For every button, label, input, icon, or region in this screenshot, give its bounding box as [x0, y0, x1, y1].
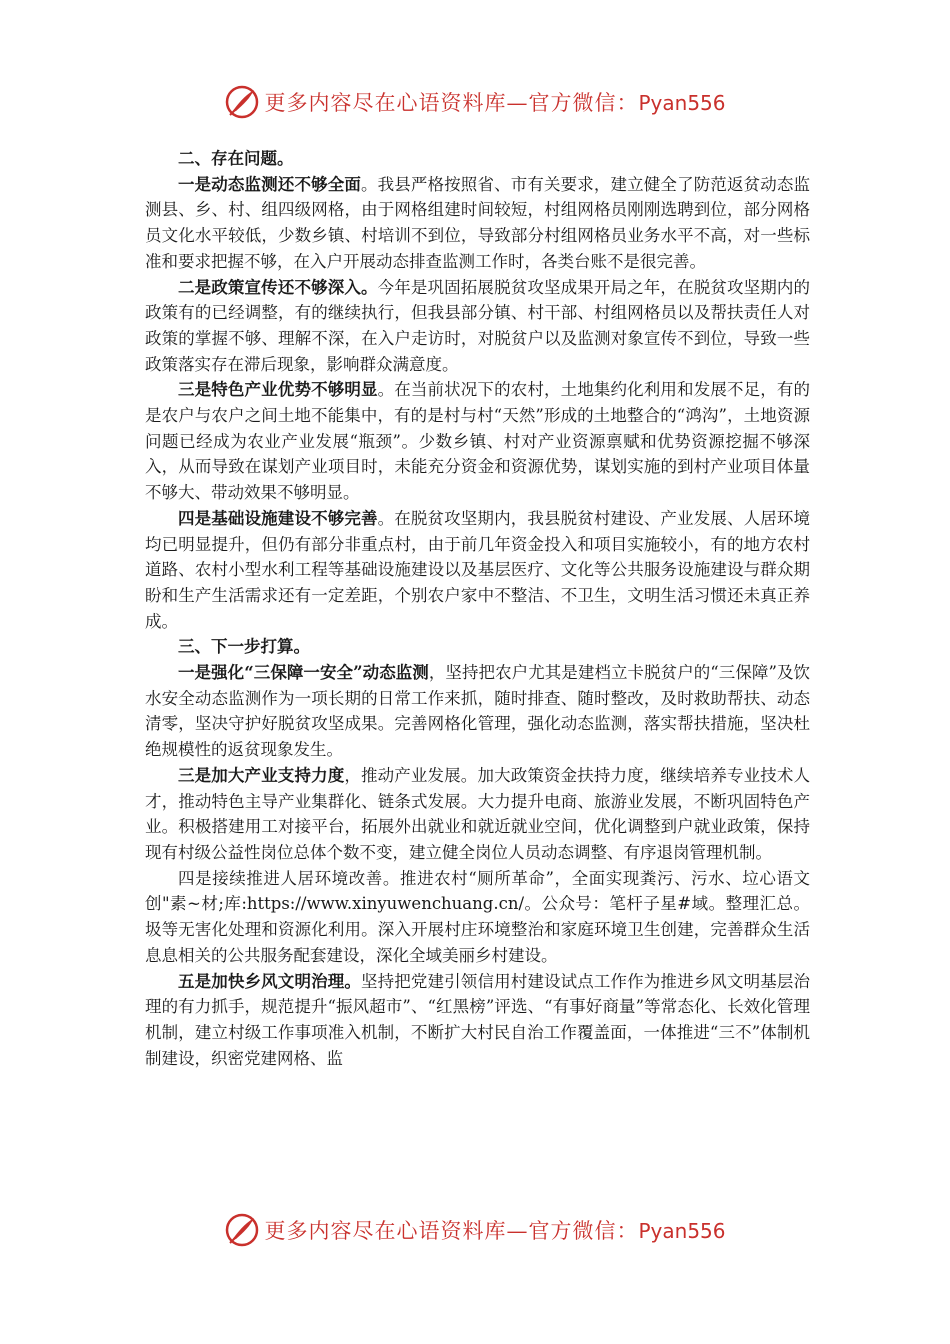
quill-seal-logo-icon	[224, 84, 260, 120]
watermark-text: 更多内容尽在心语资料库—官方微信：Pyan556	[264, 91, 726, 115]
quill-seal-logo-icon	[224, 1212, 260, 1248]
paragraph: 四是接续推进人居环境改善。推进农村“厕所革命”，全面实现粪污、污水、垃心语文创"素~材;库:https://www.xinyuwenchuang.cn/。公众号：笔杆子星#域。整理汇总。圾等无害化处理和资源化利用。深入开展村庄环境整治和家庭环境卫生创建，完善群众生活息息相关的公共服务配套建设，深化全域美丽乡村建设。	[145, 868, 810, 965]
paragraph: 三是特色产业优势不够明显。在当前状况下的农村，土地集约化利用和发展不足，有的是农户与农户之间土地不能集中，有的是村与村“天然”形成的土地整合的“鸿沟”，土地资源问题已经成为农业产业发展“瓶颈”。少数乡镇、村对产业资源禀赋和优势资源挖掘不够深入，从而导致在谋划产业项目时，未能充分资金和资源优势，谋划实施的到村产业项目体量不够大、带动效果不够明显。	[145, 380, 811, 503]
paragraph: 一是动态监测还不够全面。我县严格按照省、市有关要求，建立健全了防范返贫动态监测县、乡、村、组四级网格，由于网格组建时间较短，村组网格员刚刚选聘到位，部分网格员文化水平较低，少数乡镇、村培训不到位，导致部分村组网格员业务水平不高，对一些标准和要求把握不够，在入户开展动态排查监测工作时，各类台账不是很完善。	[145, 174, 811, 271]
paragraph: 四是基础设施建设不够完善。在脱贫攻坚期内，我县脱贫村建设、产业发展、人居环境均已明显提升，但仍有部分非重点村，由于前几年资金投入和项目实施较小，有的地方农村道路、农村小型水利工程等基础设施建设以及基层医疗、文化等公共服务设施建设与群众期盼和生产生活需求还有一定差距，个别农户家中不整洁、不卫生，文明生活习惯还未真正养成。	[145, 508, 811, 631]
section-heading-problems: 二、存在问题。	[178, 149, 294, 168]
paragraph: 二是政策宣传还不够深入。今年是巩固拓展脱贫攻坚成果开局之年，在脱贫攻坚期内的政策有的已经调整，有的继续执行，但我县部分镇、村干部、村组网格员以及帮扶责任人对政策的掌握不够、理解不深，在入户走访时，对脱贫户以及监测对象宣传不到位，导致一些政策落实存在滞后现象，影响群众满意度。	[145, 277, 811, 374]
header-watermark-banner	[0, 82, 950, 122]
paragraph: 三是加大产业支持力度，推动产业发展。加大政策资金扶持力度，继续培养专业技术人才，推动特色主导产业集群化、链条式发展。大力提升电商、旅游业发展，不断巩固特色产业。积极搭建用工对接平台，拓展外出就业和就近就业空间，优化调整到户就业政策，保持现有村级公益性岗位总体个数不变，建立健全岗位人员动态调整、有序退岗管理机制。	[145, 765, 811, 862]
paragraph: 一是强化“三保障一安全”动态监测，坚持把农户尤其是建档立卡脱贫户的“三保障”及饮水安全动态监测作为一项长期的日常工作来抓，随时排查、随时整改，及时救助帮扶、动态清零，坚决守护好脱贫攻坚成果。完善网格化管理，强化动态监测，落实帮扶措施，坚决杜绝规模性的返贫现象发生。	[145, 663, 811, 760]
section-heading-next-steps: 三、下一步打算。	[178, 637, 310, 657]
document-body	[145, 146, 810, 1071]
footer-watermark-banner	[0, 1210, 950, 1250]
paragraph: 五是加快乡风文明治理。坚持把党建引领信用村建设试点工作作为推进乡风文明基层治理的有力抓手，规范提升“振风超市”、“红黑榜”评选、“有事好商量”等常态化、长效化管理机制，建立村级工作事项准入机制，不断扩大村民自治工作覆盖面，一体推进“三不”体制机制建设，织密党建网格、监	[145, 971, 811, 1068]
watermark-text: 更多内容尽在心语资料库—官方微信：Pyan556	[264, 1219, 726, 1243]
